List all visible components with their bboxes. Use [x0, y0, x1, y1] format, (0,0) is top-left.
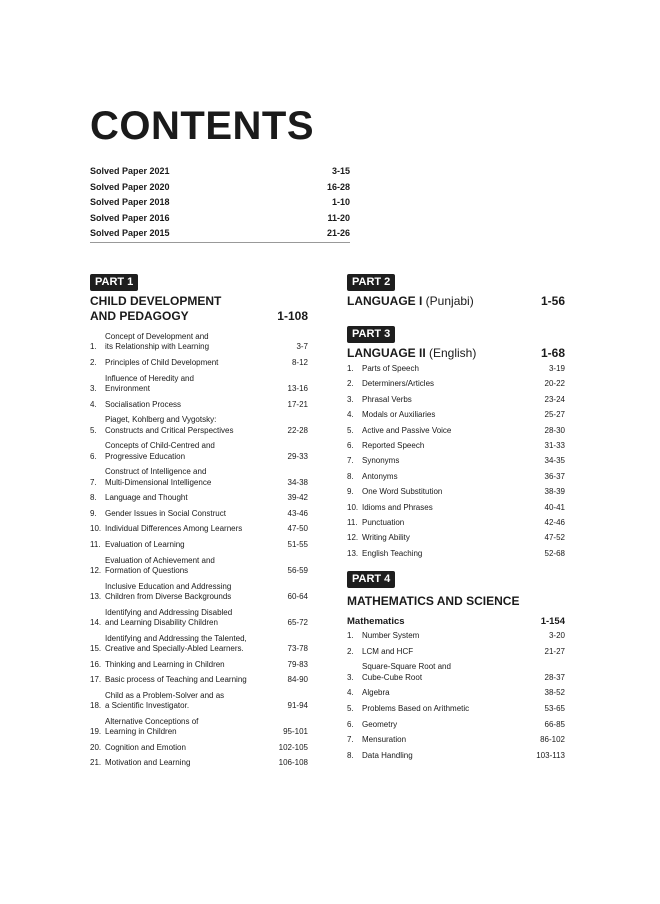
toc-item-title: One Word Substitution — [362, 487, 443, 497]
part4-subheading: Mathematics — [347, 616, 405, 628]
toc-item-title: Child as a Problem-Solver and as a Scientific Investigator. — [105, 690, 225, 711]
toc-item — [347, 518, 565, 528]
toc-item — [347, 735, 565, 745]
toc-item-pages: 34-35 — [544, 456, 565, 466]
toc-item-pages: 25-27 — [544, 410, 565, 420]
toc-item-pages: 79-83 — [287, 659, 308, 669]
toc-item-number: 13. — [90, 591, 102, 601]
toc-item-title: Influence of Heredity and Environment — [105, 373, 194, 393]
toc-item-number: 5. — [347, 704, 354, 714]
toc-item-pages: 43-46 — [287, 508, 308, 518]
toc-item-number: 20. — [90, 742, 102, 752]
toc-item-number: 13. — [347, 548, 359, 558]
toc-item-number: 2. — [90, 358, 97, 367]
solved-paper-pages: 1-10 — [331, 197, 350, 208]
toc-item — [347, 533, 565, 543]
solved-paper-label: Solved Paper 2020 — [90, 181, 170, 192]
toc-item-number: 4. — [347, 410, 354, 420]
toc-item-number: 4. — [347, 688, 354, 698]
page-title: CONTENTS — [90, 104, 314, 148]
toc-item-number: 9. — [347, 487, 354, 497]
solved-paper-pages: 11-20 — [327, 212, 350, 223]
toc-item — [347, 426, 565, 436]
toc-item — [90, 556, 308, 577]
toc-item — [90, 758, 308, 768]
toc-item-title: Motivation and Learning — [105, 758, 191, 768]
part4-heading: MATHEMATICS AND SCIENCE — [347, 594, 520, 609]
toc-item-pages: 8-12 — [291, 358, 308, 367]
solved-paper-pages: 16-28 — [326, 181, 350, 192]
toc-item-pages: 13-16 — [287, 384, 308, 393]
toc-item-pages: 3-19 — [548, 364, 565, 373]
toc-item-pages: 31-33 — [544, 441, 565, 451]
toc-item-number: 6. — [347, 719, 354, 729]
toc-item-title: Antonyms — [362, 471, 398, 481]
toc-item-number: 6. — [347, 441, 354, 451]
part4-subheading-row — [347, 616, 565, 628]
part1-items — [90, 332, 308, 769]
toc-item-title: Modals or Auxiliaries — [362, 410, 436, 420]
toc-item-title: Concepts of Child-Centred and Progressive Education — [105, 441, 215, 461]
toc-item-title: LCM and HCF — [362, 646, 414, 656]
toc-item-pages: 38-39 — [544, 487, 565, 497]
toc-item-number: 17. — [90, 675, 102, 685]
solved-paper-row — [90, 180, 350, 196]
solved-paper-label: Solved Paper 2015 — [90, 228, 170, 239]
toc-item-pages: 91-94 — [287, 701, 308, 711]
toc-item — [347, 395, 565, 405]
toc-item-title: Idioms and Phrases — [362, 502, 433, 512]
toc-item — [90, 358, 308, 368]
toc-item-pages: 20-22 — [544, 379, 565, 389]
toc-item-number: 7. — [347, 735, 354, 745]
solved-paper-row — [90, 195, 350, 211]
toc-item-pages: 21-27 — [544, 646, 565, 656]
toc-item-number: 7. — [347, 456, 354, 466]
toc-item-title: English Teaching — [362, 548, 423, 558]
part3-items — [347, 364, 565, 559]
part3-badge: PART 3 — [347, 326, 395, 343]
toc-item-pages: 65-72 — [287, 617, 308, 627]
solved-papers-list — [90, 164, 350, 242]
toc-item-title: Thinking and Learning in Children — [105, 659, 225, 669]
toc-item-number: 2. — [347, 646, 354, 656]
toc-item — [347, 688, 565, 698]
toc-item-number: 8. — [90, 493, 97, 503]
toc-item-title: Geometry — [362, 719, 398, 729]
toc-item — [90, 675, 308, 685]
toc-item-pages: 34-38 — [287, 477, 308, 487]
toc-item-title: Punctuation — [362, 518, 405, 528]
toc-item-pages: 42-46 — [544, 518, 565, 528]
part3-range: 1-68 — [540, 346, 565, 360]
toc-item-title: Language and Thought — [105, 493, 188, 503]
toc-item-number: 10. — [347, 502, 359, 512]
toc-item-pages: 47-52 — [544, 533, 565, 543]
toc-item — [90, 509, 308, 519]
part1-badge: PART 1 — [90, 274, 138, 291]
toc-item-pages: 56-59 — [287, 565, 308, 575]
part4-range: 1-154 — [540, 616, 565, 628]
toc-item-number: 1. — [347, 631, 354, 641]
toc-item — [347, 704, 565, 714]
part2-heading-language: (Punjabi) — [422, 294, 474, 308]
toc-item-number: 8. — [347, 750, 354, 760]
toc-item-title: Evaluation of Learning — [105, 539, 185, 549]
part3-heading: LANGUAGE II — [347, 346, 426, 360]
divider — [90, 242, 350, 243]
toc-item — [90, 743, 308, 753]
toc-item-title: Square-Square Root and Cube-Cube Root — [362, 662, 451, 682]
toc-item — [90, 691, 308, 712]
part1-heading-line2: AND PEDAGOGY — [90, 309, 189, 323]
toc-item-title: Data Handling — [362, 750, 413, 760]
toc-item-title: Synonyms — [362, 456, 400, 466]
part1-range: 1-108 — [277, 309, 308, 323]
toc-item — [347, 379, 565, 389]
part1-section — [90, 272, 308, 774]
toc-item — [90, 400, 308, 410]
toc-item-pages: 28-30 — [544, 425, 565, 435]
toc-item — [347, 503, 565, 513]
toc-item-title: Evaluation of Achievement and Formation of Questions — [105, 555, 215, 575]
toc-item-title: Active and Passive Voice — [362, 425, 452, 435]
toc-item — [347, 410, 565, 420]
toc-item-title: Alternative Conceptions of Learning in Children — [105, 716, 199, 737]
part3-heading-row — [347, 346, 565, 361]
solved-paper-row — [90, 164, 350, 180]
toc-item — [90, 660, 308, 670]
solved-paper-pages: 21-26 — [326, 228, 350, 239]
toc-item-pages: 103-113 — [536, 750, 565, 760]
toc-item — [90, 493, 308, 503]
toc-item-number: 16. — [90, 659, 102, 669]
toc-item-pages: 73-78 — [287, 643, 308, 653]
toc-item — [347, 631, 565, 641]
toc-item-pages: 86-102 — [540, 735, 565, 745]
toc-item-title: Identifying and Addressing the Talented, Creative and Specially-Abled Learners. — [105, 633, 247, 653]
toc-item-pages: 28-37 — [544, 672, 565, 682]
toc-item-pages: 3-7 — [296, 342, 308, 352]
toc-item-number: 4. — [90, 399, 97, 409]
toc-item-number: 5. — [347, 425, 354, 435]
toc-item-pages: 39-42 — [287, 493, 308, 503]
toc-item-number: 10. — [90, 524, 102, 534]
toc-item — [347, 647, 565, 657]
part4-items — [347, 631, 565, 761]
toc-item — [347, 751, 565, 761]
toc-item-pages: 17-21 — [287, 399, 308, 409]
toc-item-pages: 29-33 — [287, 451, 308, 461]
toc-item-number: 2. — [347, 379, 354, 389]
toc-item — [347, 662, 565, 683]
toc-item-number: 11. — [347, 518, 358, 528]
part2-badge: PART 2 — [347, 274, 395, 291]
part2-heading: LANGUAGE I — [347, 294, 423, 308]
toc-item-title: Reported Speech — [362, 441, 425, 451]
toc-item — [347, 720, 565, 730]
toc-item-pages: 53-65 — [544, 704, 565, 714]
toc-item-number: 1. — [347, 364, 354, 373]
toc-item-number: 12. — [347, 533, 359, 543]
solved-paper-label: Solved Paper 2016 — [90, 212, 170, 223]
toc-item-title: Parts of Speech — [362, 364, 419, 373]
toc-item-pages: 51-55 — [287, 539, 308, 549]
solved-paper-label: Solved Paper 2018 — [90, 197, 170, 208]
toc-item — [90, 467, 308, 488]
toc-item-number: 5. — [90, 425, 97, 435]
part3-heading-language: (English) — [425, 346, 477, 360]
toc-item-pages: 23-24 — [544, 394, 565, 404]
toc-item-title: Gender Issues in Social Construct — [105, 508, 226, 518]
toc-item-title: Algebra — [362, 688, 390, 698]
toc-item-number: 7. — [90, 477, 97, 487]
toc-item-number: 6. — [90, 451, 97, 461]
toc-item — [347, 364, 565, 374]
toc-item — [90, 582, 308, 603]
toc-item-title: Problems Based on Arithmetic — [362, 704, 470, 714]
toc-item-number: 9. — [90, 508, 97, 518]
right-column — [347, 272, 565, 766]
toc-item-number: 3. — [347, 394, 354, 404]
toc-item — [90, 374, 308, 395]
toc-item — [90, 540, 308, 550]
toc-item-pages: 102-105 — [278, 742, 308, 752]
toc-item-title: Identifying and Addressing Disabled and Learning Disability Children — [105, 607, 233, 627]
toc-item — [347, 487, 565, 497]
toc-item-title: Construct of Intelligence and Multi-Dimensional Intelligence — [105, 467, 212, 487]
toc-item — [90, 332, 308, 353]
toc-item-number: 15. — [90, 643, 102, 653]
toc-item-pages: 38-52 — [544, 688, 565, 698]
part1-heading-row — [90, 309, 308, 324]
toc-item-pages: 3-20 — [548, 631, 565, 641]
toc-item — [90, 717, 308, 738]
part2-heading-row — [347, 294, 565, 309]
toc-item — [90, 415, 308, 436]
toc-item-title: Mensuration — [362, 735, 407, 745]
part2-range: 1-56 — [540, 294, 565, 308]
toc-item-title: Inclusive Education and Addressing Children from Diverse Backgrounds — [105, 581, 232, 601]
toc-item — [90, 634, 308, 655]
toc-item-pages: 84-90 — [287, 675, 308, 685]
toc-item-title: Number System — [362, 631, 420, 641]
part1-heading-line1: CHILD DEVELOPMENT — [90, 294, 222, 308]
toc-item-pages: 22-28 — [287, 425, 308, 435]
toc-item — [347, 472, 565, 482]
toc-item-number: 18. — [90, 701, 102, 711]
toc-item-number: 1. — [90, 342, 97, 352]
solved-paper-row — [90, 226, 350, 242]
toc-item — [90, 608, 308, 629]
part4-badge: PART 4 — [347, 571, 395, 588]
toc-item — [347, 441, 565, 451]
toc-item-title: Piaget, Kohlberg and Vygotsky: Constructs and Critical Perspectives — [105, 415, 234, 435]
toc-item-number: 3. — [90, 384, 97, 393]
toc-item-number: 3. — [347, 672, 354, 682]
toc-item-number: 14. — [90, 617, 102, 627]
toc-item-number: 21. — [90, 758, 102, 768]
toc-item-pages: 95-101 — [283, 727, 308, 737]
toc-item-pages: 47-50 — [287, 524, 308, 534]
toc-item-number: 11. — [90, 539, 101, 549]
toc-item — [90, 524, 308, 534]
toc-item-pages: 52-68 — [544, 548, 565, 558]
toc-item-pages: 60-64 — [287, 591, 308, 601]
toc-item-title: Writing Ability — [362, 533, 410, 543]
toc-item-title: Basic process of Teaching and Learning — [105, 675, 247, 685]
toc-item-title: Principles of Child Development — [105, 358, 219, 367]
toc-item-title: Socialisation Process — [105, 399, 182, 409]
toc-item — [347, 549, 565, 559]
toc-item — [90, 441, 308, 462]
toc-item-number: 19. — [90, 727, 102, 737]
toc-item-title: Concept of Development and its Relationship with Learning — [105, 332, 210, 352]
toc-item-title: Determiners/Articles — [362, 379, 435, 389]
toc-item-title: Phrasal Verbs — [362, 394, 412, 404]
toc-item — [347, 456, 565, 466]
toc-item-pages: 106-108 — [278, 758, 308, 768]
toc-item-title: Individual Differences Among Learners — [105, 524, 243, 534]
solved-paper-row — [90, 211, 350, 227]
toc-item-number: 8. — [347, 471, 354, 481]
solved-paper-pages: 3-15 — [331, 166, 350, 176]
solved-paper-label: Solved Paper 2021 — [90, 166, 170, 176]
toc-item-number: 12. — [90, 565, 102, 575]
toc-item-pages: 36-37 — [544, 471, 565, 481]
toc-item-pages: 66-85 — [544, 719, 565, 729]
toc-item-pages: 40-41 — [544, 502, 565, 512]
toc-item-title: Cognition and Emotion — [105, 742, 186, 752]
